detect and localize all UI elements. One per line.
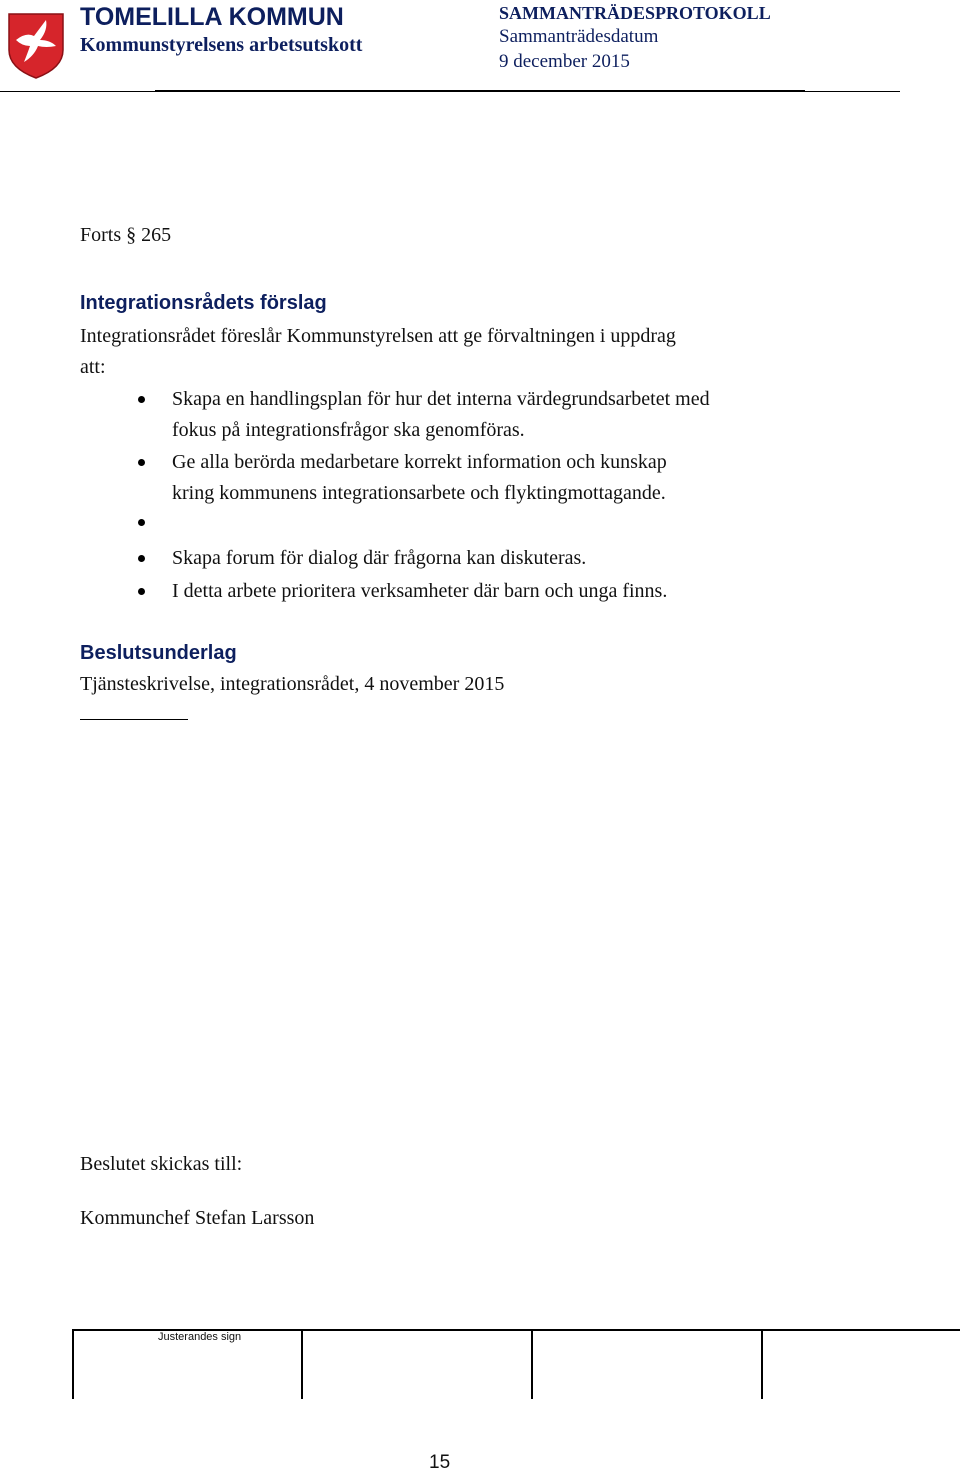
meeting-date-label: Sammanträdesdatum [499, 26, 659, 47]
continuation-label: Forts § 265 [80, 224, 172, 246]
intro-line-1: Integrationsrådet föreslår Kommunstyrelsen att ge förvaltningen i uppdrag [80, 325, 676, 347]
org-subtitle: Kommunstyrelsens arbetsutskott [80, 34, 363, 56]
bullet-5-line-1: I detta arbete prioritera verksamheter där barn och unga finns. [172, 580, 668, 602]
sent-to-value: Kommunchef Stefan Larsson [80, 1207, 315, 1229]
bullet-1-line-2: fokus på integrationsfrågor ska genomföras. [172, 419, 525, 441]
org-title: TOMELILLA KOMMUN [80, 3, 344, 31]
sent-to-label: Beslutet skickas till: [80, 1153, 243, 1175]
bullet-2-line-1: Ge alla berörda medarbetare korrekt information och kunskap [172, 451, 667, 473]
crest-bird-icon [6, 10, 66, 80]
signature-cell [531, 1331, 533, 1399]
bullet-4-line-1: Skapa forum för dialog där frågorna kan diskuteras. [172, 547, 587, 569]
bullet-1-line-1: Skapa en handlingsplan för hur det interna värdegrundsarbetet med [172, 388, 710, 410]
section-heading-basis: Beslutsunderlag [80, 642, 237, 664]
bullet-icon [138, 588, 145, 595]
section-heading-proposal: Integrationsrådets förslag [80, 292, 327, 314]
signature-cell [72, 1331, 74, 1399]
separator-line [80, 719, 188, 720]
bullet-2-line-2: kring kommunens integrationsarbete och flyktingmottagande. [172, 482, 666, 504]
basis-text: Tjänsteskrivelse, integrationsrådet, 4 november 2015 [80, 673, 505, 695]
protocol-title: SAMMANTRÄDESPROTOKOLL [499, 3, 771, 23]
intro-line-2: att: [80, 356, 106, 378]
header-divider-thick [155, 90, 805, 92]
bullet-icon [138, 459, 145, 466]
meeting-date-value: 9 december 2015 [499, 51, 630, 72]
bullet-icon [138, 555, 145, 562]
signature-cell [761, 1331, 763, 1399]
bullet-icon [138, 396, 145, 403]
page-number: 15 [429, 1452, 451, 1473]
signature-cell [301, 1331, 303, 1399]
bullet-icon [138, 519, 145, 526]
municipal-crest-logo [6, 10, 66, 80]
signature-label: Justerandes sign [158, 1331, 242, 1343]
